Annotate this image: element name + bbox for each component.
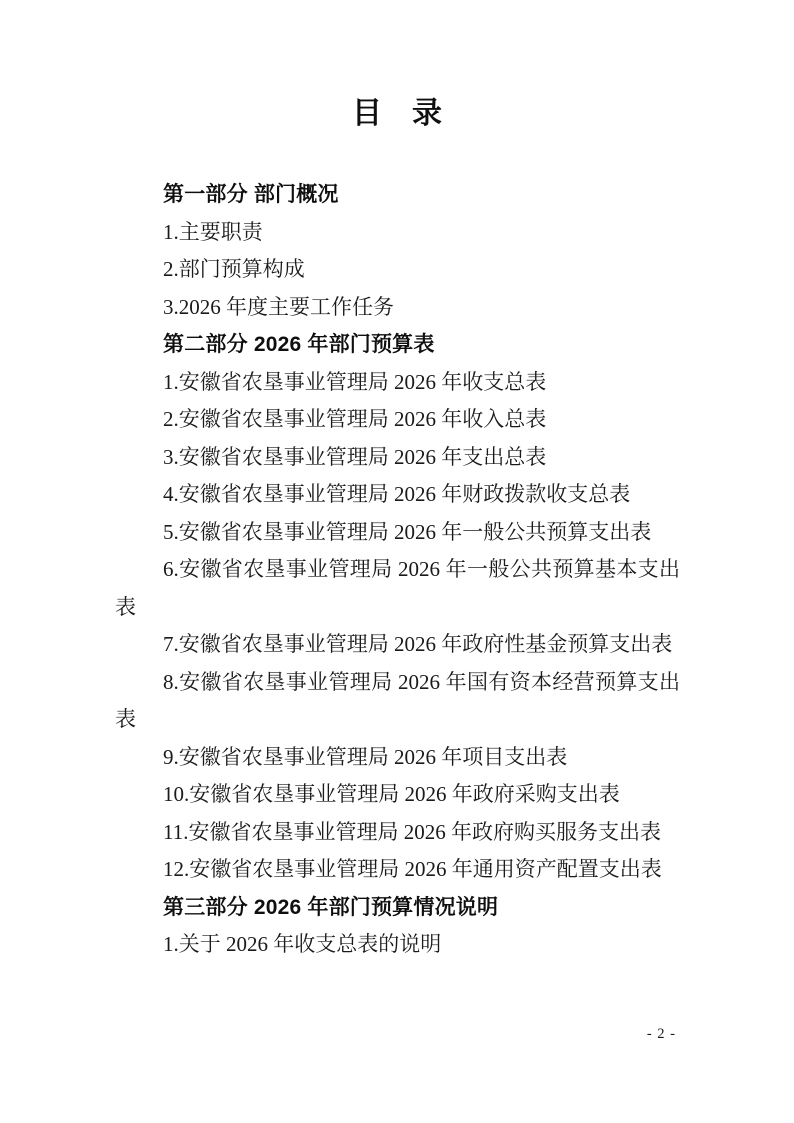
- toc-item: 6.安徽省农垦事业管理局 2026 年一般公共预算基本支出表: [115, 557, 680, 619]
- toc-item: 1.安徽省农垦事业管理局 2026 年收支总表: [163, 369, 547, 394]
- toc-section-heading-part2: 第二部分 2026 年部门预算表: [163, 333, 435, 356]
- toc-item: 5.安徽省农垦事业管理局 2026 年一般公共预算支出表: [163, 519, 652, 544]
- table-of-contents: [0, 176, 794, 964]
- toc-item: 10.安徽省农垦事业管理局 2026 年政府采购支出表: [163, 782, 620, 806]
- toc-item: 2.安徽省农垦事业管理局 2026 年收入总表: [163, 407, 547, 431]
- toc-item: 12.安徽省农垦事业管理局 2026 年通用资产配置支出表: [163, 857, 662, 881]
- toc-section-heading-part1: 第一部分 部门概况: [163, 183, 339, 206]
- toc-item: 1.主要职责: [163, 219, 263, 244]
- page-title: 目 录: [352, 97, 442, 130]
- toc-item: 9.安徽省农垦事业管理局 2026 年项目支出表: [163, 744, 568, 769]
- toc-item: 2.部门预算构成: [163, 257, 305, 281]
- toc-section-heading-part3: 第三部分 2026 年部门预算情况说明: [163, 895, 499, 919]
- toc-item: 8.安徽省农垦事业管理局 2026 年国有资本经营预算支出表: [115, 669, 680, 731]
- toc-item: 1.关于 2026 年收支总表的说明: [163, 932, 442, 956]
- toc-item: 3.2026 年度主要工作任务: [163, 294, 394, 319]
- toc-item: 4.安徽省农垦事业管理局 2026 年财政拨款收支总表: [163, 482, 631, 506]
- toc-item: 3.安徽省农垦事业管理局 2026 年支出总表: [163, 444, 547, 469]
- page-number: - 2 -: [646, 1026, 676, 1042]
- toc-item: 11.安徽省农垦事业管理局 2026 年政府购买服务支出表: [163, 819, 661, 844]
- toc-item: 7.安徽省农垦事业管理局 2026 年政府性基金预算支出表: [163, 632, 673, 656]
